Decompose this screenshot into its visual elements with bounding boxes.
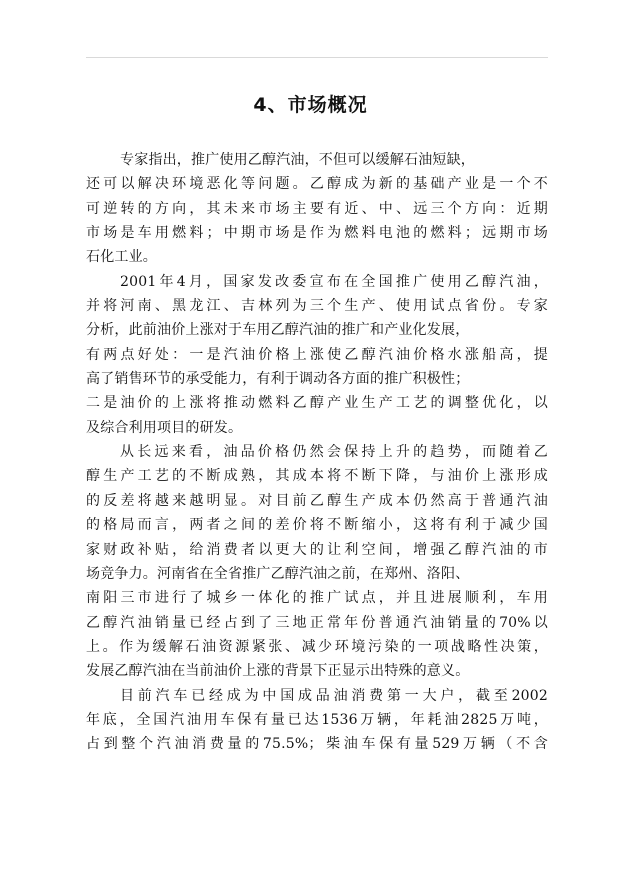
text-line: 发展乙醇汽油在当前油价上涨的背景下正显示出特殊的意义。 (86, 663, 470, 680)
text-line: 上。作为缓解石油资源紧张、减少环境污染的一项战略性决策， (86, 638, 548, 655)
text-line: 占到整个汽油消费量的75.5%；柴油车保有量529万辆（不含 (86, 736, 548, 753)
text-line: 的格局而言，两者之间的差价将不断缩小，这将有利于减少国 (86, 517, 548, 534)
text-line: 高了销售环节的承受能力，有利于调动各方面的推广积极性； (86, 371, 470, 388)
text-line: 醇生产工艺的不断成熟，其成本将不断下降，与油价上涨形成 (86, 468, 548, 485)
text-line: 2001年4月，国家发改委宣布在全国推广使用乙醇汽油， (120, 273, 548, 290)
text-line: 年底，全国汽油用车保有量已达1536万辆，年耗油2825万吨， (86, 711, 548, 728)
text-line: 目前汽车已经成为中国成品油消费第一大户，截至2002 (120, 687, 548, 704)
text-line: 市场是车用燃料；中期市场是作为燃料电池的燃料；远期市场 (86, 225, 548, 242)
header-rule (86, 57, 548, 58)
text-line: 分析，此前油价上涨对于车用乙醇汽油的推广和产业化发展， (86, 322, 470, 339)
text-line: 可逆转的方向，其未来市场主要有近、中、远三个方向：近期 (86, 200, 548, 217)
text-line: 从长远来看，油品价格仍然会保持上升的趋势，而随着乙 (120, 444, 548, 461)
section-title: 4、市场概况 (253, 94, 368, 116)
text-line: 及综合利用项目的研发。 (86, 419, 243, 436)
body-text (86, 148, 548, 757)
text-line: 并将河南、黑龙江、吉林列为三个生产、使用试点省份。专家 (86, 298, 548, 315)
text-line: 的反差将越来越明显。对目前乙醇生产成本仍然高于普通汽油 (86, 492, 548, 509)
text-line: 场竞争力。河南省在全省推广乙醇汽油之前，在郑州、洛阳、 (86, 565, 470, 582)
text-line: 还可以解决环境恶化等问题。乙醇成为新的基础产业是一个不 (86, 176, 548, 193)
text-line: 家财政补贴，给消费者以更大的让利空间，增强乙醇汽油的市 (86, 541, 548, 558)
text-line: 有两点好处：一是汽油价格上涨使乙醇汽油价格水涨船高，提 (86, 346, 548, 363)
text-line: 二是油价的上涨将推动燃料乙醇产业生产工艺的调整优化，以 (86, 395, 548, 412)
text-line: 乙醇汽油销量已经占到了三地正常年份普通汽油销量的70%以 (86, 614, 548, 631)
text-line: 石化工业。 (86, 249, 157, 266)
text-line: 南阳三市进行了城乡一体化的推广试点，并且进展顺利，车用 (86, 590, 548, 607)
text-line: 专家指出，推广使用乙醇汽油，不但可以缓解石油短缺， (120, 152, 475, 168)
